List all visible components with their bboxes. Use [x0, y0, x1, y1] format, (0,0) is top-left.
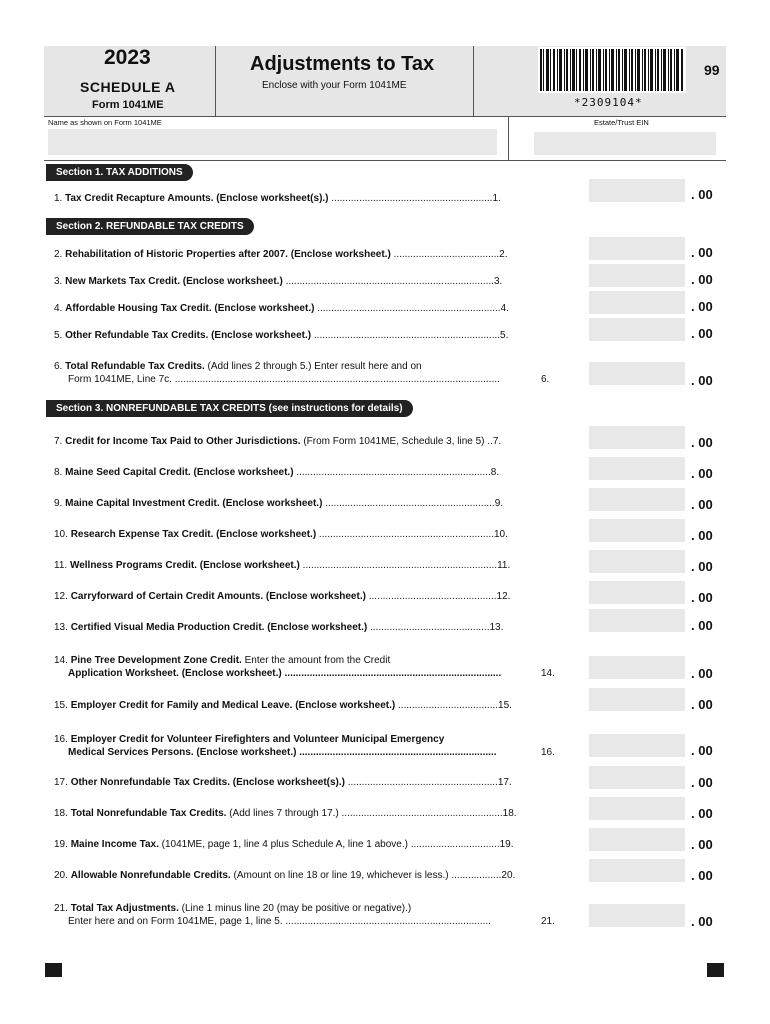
line-14-label: [54, 654, 561, 667]
cents-suffix: . 00: [691, 466, 713, 481]
line-title: Employer Credit for Volunteer Firefighters and Volunteer Municipal Emergency: [70, 734, 445, 745]
line-title: Pine Tree Development Zone Credit.: [70, 655, 242, 666]
line-12-amount-input[interactable]: [589, 581, 685, 604]
line-title: Affordable Housing Tax Credit. (Enclose worksheet.): [65, 303, 315, 314]
line-19-amount-input[interactable]: [589, 828, 685, 851]
line-title: Wellness Programs Credit. (Enclose worksheet.): [69, 560, 300, 571]
leader-dots: ......................................................................: [293, 467, 491, 478]
name-field[interactable]: [48, 129, 497, 155]
line-reference: 2.: [499, 249, 508, 260]
cents-suffix: . 00: [691, 373, 713, 388]
line-title: Allowable Nonrefundable Credits.: [70, 870, 231, 881]
line-number: 20.: [54, 870, 71, 881]
leader-dots: .............................................................: [322, 498, 495, 509]
leader-dots: ..............................................: [365, 591, 497, 602]
line-15-amount-input[interactable]: [589, 688, 685, 711]
line-13-amount-input[interactable]: [589, 609, 685, 632]
line-continuation-text: Form 1041ME, Line 7c. .....................................................................................................................: [68, 374, 500, 385]
form-label: Form 1041ME: [92, 99, 164, 111]
line-1-label: [54, 192, 561, 205]
line-number: 7.: [54, 436, 66, 447]
line-5-amount-input[interactable]: [589, 318, 685, 341]
line-title: New Markets Tax Credit. (Enclose worksheet.): [65, 276, 283, 287]
line-continuation-text: Enter here and on Form 1041ME, page 1, line 5. ..........................................................................: [68, 916, 491, 927]
line-reference: 7.: [492, 436, 502, 447]
line-number: 18.: [54, 808, 71, 819]
line-19-label: [54, 838, 561, 851]
cents-suffix: . 00: [691, 326, 713, 341]
form-code: 99: [704, 62, 720, 78]
leader-dots: ......................................................................: [299, 560, 498, 571]
line-6-label: [54, 360, 561, 373]
line-number: 19.: [54, 839, 71, 850]
leader-dots: ..........................................................: [328, 193, 493, 204]
line-9-label: [54, 497, 561, 510]
line-2-amount-input[interactable]: [589, 237, 685, 260]
line-reference: 21.: [541, 916, 555, 927]
line-14-amount-input[interactable]: [589, 656, 685, 679]
line-16-label: [54, 733, 561, 746]
line-number: 16.: [54, 734, 71, 745]
line-title: Other Nonrefundable Tax Credits. (Enclose worksheet(s).): [70, 777, 345, 788]
cents-suffix: . 00: [691, 245, 713, 260]
line-number: 9.: [54, 498, 66, 509]
line-7-label: [54, 435, 561, 448]
section-header-tax-additions: Section 1. TAX ADDITIONS: [46, 164, 193, 181]
line-title: Total Nonrefundable Tax Credits.: [70, 808, 227, 819]
line-reference: 20.: [501, 870, 516, 881]
cents-suffix: . 00: [691, 666, 713, 681]
line-11-amount-input[interactable]: [589, 550, 685, 573]
line-number: 14.: [54, 655, 71, 666]
line-continuation-text: Medical Services Persons. (Enclose worksheet.) .......................................................................: [68, 747, 497, 758]
leader-dots: ...................................................................: [311, 330, 501, 341]
line-note: (Line 1 minus line 20 (may be positive or negative).): [178, 903, 412, 914]
cents-suffix: . 00: [691, 497, 713, 512]
line-reference: 5.: [500, 330, 509, 341]
line-reference: 15.: [498, 700, 512, 711]
line-note: (1041ME, page 1, line 4 plus Schedule A, line 1 above.) ................................: [158, 839, 500, 850]
line-reference: 11.: [497, 560, 511, 571]
line-1-amount-input[interactable]: [589, 179, 685, 202]
divider: [44, 160, 726, 161]
line-reference: 13.: [489, 622, 504, 633]
line-continuation-text: Application Worksheet. (Enclose worksheet.) ..............................................................................: [68, 668, 502, 679]
line-reference: 10.: [493, 529, 508, 540]
line-reference: 17.: [497, 777, 512, 788]
line-21-amount-input[interactable]: [589, 904, 685, 927]
line-17-label: [54, 776, 561, 789]
registration-mark: [45, 963, 62, 977]
line-number: 1.: [54, 193, 66, 204]
leader-dots: ...........................................: [367, 622, 490, 633]
line-title: Carryforward of Certain Credit Amounts. (Enclose worksheet.): [70, 591, 366, 602]
schedule-label: SCHEDULE A: [80, 79, 176, 95]
line-4-amount-input[interactable]: [589, 291, 685, 314]
line-title: Other Refundable Tax Credits. (Enclose worksheet.): [65, 330, 312, 341]
form-subtitle: Enclose with your Form 1041ME: [262, 80, 407, 91]
line-reference: 18.: [502, 808, 517, 819]
ein-field[interactable]: [534, 132, 716, 155]
tax-year: 2023: [104, 46, 151, 69]
line-6-continuation: [68, 373, 561, 386]
line-11-label: [54, 559, 561, 572]
line-number: 5.: [54, 330, 66, 341]
line-title: Maine Income Tax.: [70, 839, 159, 850]
cents-suffix: . 00: [691, 590, 713, 605]
divider: [508, 116, 509, 160]
line-title: Maine Capital Investment Credit. (Enclose worksheet.): [65, 498, 323, 509]
cents-suffix: . 00: [691, 435, 713, 450]
line-8-amount-input[interactable]: [589, 457, 685, 480]
line-note: (From Form 1041ME, Schedule 3, line 5) ..: [300, 436, 493, 447]
line-reference: 19.: [499, 839, 514, 850]
line-title: Credit for Income Tax Paid to Other Jurisdictions.: [65, 436, 301, 447]
line-reference: 3.: [493, 276, 503, 287]
line-16-continuation: [68, 746, 561, 759]
leader-dots: ......................................................: [345, 777, 498, 788]
line-reference: 12.: [496, 591, 511, 602]
line-note: (Amount on line 18 or line 19, whichever is less.) ..................: [230, 870, 502, 881]
line-number: 11.: [54, 560, 70, 571]
cents-suffix: . 00: [691, 528, 713, 543]
line-21-label: [54, 902, 561, 915]
line-number: 13.: [54, 622, 71, 633]
line-5-label: [54, 329, 561, 342]
line-reference: 14.: [541, 668, 555, 679]
section-header-nonrefundable-credits: Section 3. NONREFUNDABLE TAX CREDITS (see instructions for details): [46, 400, 413, 417]
line-reference: 9.: [494, 498, 504, 509]
line-number: 8.: [54, 467, 66, 478]
line-7-amount-input[interactable]: [589, 426, 685, 449]
line-10-amount-input[interactable]: [589, 519, 685, 542]
cents-suffix: . 00: [691, 775, 713, 790]
line-reference: 8.: [490, 467, 500, 478]
line-21-continuation: [68, 915, 561, 928]
line-13-label: [54, 621, 561, 634]
line-9-amount-input[interactable]: [589, 488, 685, 511]
line-number: 12.: [54, 591, 71, 602]
leader-dots: ...............................................................: [316, 529, 494, 540]
section-header-refundable-credits: Section 2. REFUNDABLE TAX CREDITS: [46, 218, 254, 235]
line-number: 21.: [54, 903, 71, 914]
line-reference: 16.: [541, 747, 555, 758]
line-number: 6.: [54, 361, 66, 372]
form-title: Adjustments to Tax: [250, 53, 435, 75]
line-title: Research Expense Tax Credit. (Enclose worksheet.): [70, 529, 317, 540]
divider: [44, 116, 726, 117]
barcode-number: *2309104*: [574, 96, 643, 109]
line-number: 17.: [54, 777, 71, 788]
leader-dots: ......................................: [390, 249, 500, 260]
leader-dots: ....................................: [395, 700, 499, 711]
line-title: Employer Credit for Family and Medical Leave. (Enclose worksheet.): [70, 700, 396, 711]
cents-suffix: . 00: [691, 272, 713, 287]
line-reference: 4.: [500, 303, 509, 314]
leader-dots: ..................................................................: [314, 303, 501, 314]
cents-suffix: . 00: [691, 559, 713, 574]
cents-suffix: . 00: [691, 837, 713, 852]
line-title: Maine Seed Capital Credit. (Enclose worksheet.): [65, 467, 294, 478]
line-number: 10.: [54, 529, 71, 540]
line-note: (Add lines 2 through 5.) Enter result here and on: [204, 361, 422, 372]
ein-label: Estate/Trust EIN: [594, 118, 649, 127]
leader-dots: ...........................................................................: [282, 276, 494, 287]
line-number: 2.: [54, 249, 66, 260]
line-reference: 6.: [541, 374, 550, 385]
line-18-amount-input[interactable]: [589, 797, 685, 820]
line-title: Tax Credit Recapture Amounts. (Enclose worksheet(s).): [65, 193, 329, 204]
name-label: Name as shown on Form 1041ME: [48, 118, 162, 127]
line-6-amount-input[interactable]: [589, 362, 685, 385]
line-20-amount-input[interactable]: [589, 859, 685, 882]
cents-suffix: . 00: [691, 806, 713, 821]
cents-suffix: . 00: [691, 299, 713, 314]
line-14-continuation: [68, 667, 561, 680]
line-number: 4.: [54, 303, 66, 314]
line-17-amount-input[interactable]: [589, 766, 685, 789]
line-18-label: [54, 807, 561, 820]
barcode: [538, 47, 686, 93]
cents-suffix: . 00: [691, 743, 713, 758]
line-title: Total Tax Adjustments.: [70, 903, 179, 914]
cents-suffix: . 00: [691, 697, 713, 712]
cents-suffix: . 00: [691, 868, 713, 883]
line-title: Rehabilitation of Historic Properties after 2007. (Enclose worksheet.): [65, 249, 391, 260]
cents-suffix: . 00: [691, 618, 713, 633]
line-2-label: [54, 248, 561, 261]
line-note: Enter the amount from the Credit: [241, 655, 391, 666]
line-title: Certified Visual Media Production Credit. (Enclose worksheet.): [70, 622, 368, 633]
line-3-label: [54, 275, 561, 288]
registration-mark: [707, 963, 724, 977]
line-title: Total Refundable Tax Credits.: [65, 361, 205, 372]
divider: [215, 46, 216, 116]
line-number: 3.: [54, 276, 66, 287]
line-10-label: [54, 528, 561, 541]
cents-suffix: . 00: [691, 187, 713, 202]
line-20-label: [54, 869, 561, 882]
line-15-label: [54, 699, 561, 712]
line-4-label: [54, 302, 561, 315]
line-note: (Add lines 7 through 17.) ..........................................................: [226, 808, 503, 819]
line-number: 15.: [54, 700, 71, 711]
line-reference: 1.: [492, 193, 501, 204]
line-12-label: [54, 590, 561, 603]
divider: [473, 46, 474, 116]
line-3-amount-input[interactable]: [589, 264, 685, 287]
cents-suffix: . 00: [691, 914, 713, 929]
line-16-amount-input[interactable]: [589, 734, 685, 757]
line-8-label: [54, 466, 561, 479]
